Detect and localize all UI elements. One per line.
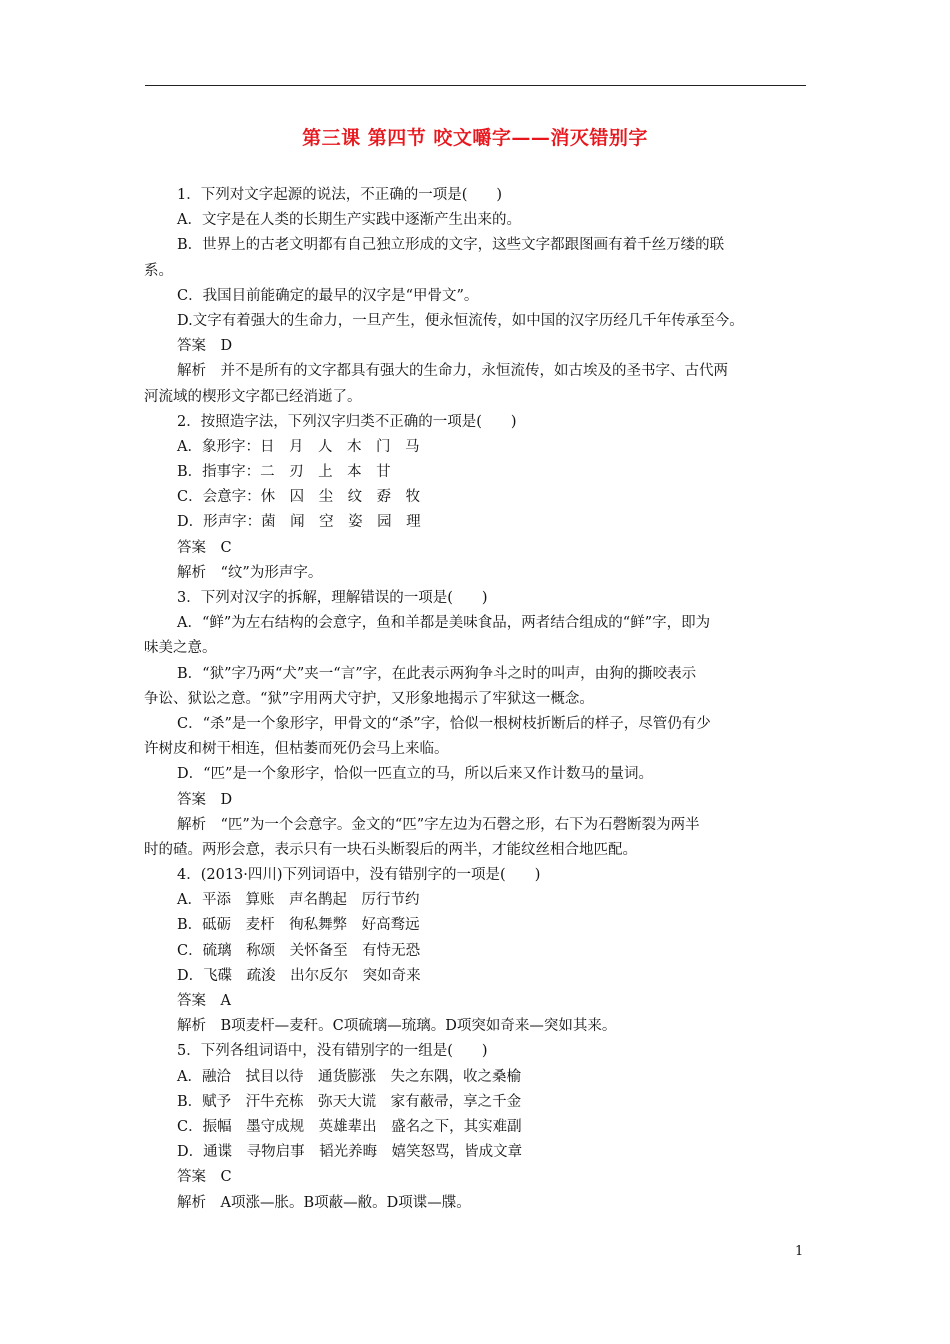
q2-option-d: D．形声字：菌 闻 空 姿 园 理 — [177, 514, 421, 531]
q2-answer: 答案 C — [177, 539, 232, 556]
q1-answer: 答案 D — [177, 338, 233, 355]
q3-stem: 3．下列对汉字的拆解，理解错误的一项是( ) — [177, 590, 488, 606]
q3-option-c-cont: 许树皮和树干相连，但枯萎而死仍会马上来临。 — [144, 741, 449, 758]
q1-option-b-cont: 系。 — [144, 262, 173, 279]
q3-answer: 答案 D — [177, 791, 233, 808]
q2-analysis: 解析 “纹”为形声字。 — [177, 564, 323, 581]
q5-answer: 答案 C — [177, 1169, 232, 1186]
q3-analysis: 解析 “匹”为一个会意字。金文的“匹”字左边为石磬之形，右下为石磬断裂为两半 — [177, 816, 700, 833]
q1-option-d: D.文字有着强大的生命力，一旦产生，便永恒流传，如中国的汉字历经几千年传承至今。 — [177, 312, 744, 329]
q2-option-a: A．象形字：日 月 人 木 门 马 — [177, 438, 420, 455]
q4-option-b: B．砥砺 麦杆 徇私舞弊 好高骛远 — [177, 917, 420, 934]
q1-analysis: 解析 并不是所有的文字都具有强大的生命力，永恒流传，如古埃及的圣书字、古代两 — [177, 363, 728, 380]
q4-option-c: C．硫璃 称颂 关怀备至 有恃无恐 — [177, 942, 421, 959]
q4-option-a: A．平添 算账 声名鹊起 厉行节约 — [177, 892, 420, 909]
q1-option-b: B．世界上的古老文明都有自己独立形成的文字，这些文字都跟图画有着千丝万缕的联 — [177, 237, 725, 254]
q5-option-d: D．通谍 寻物启事 韬光养晦 嬉笑怒骂，皆成文章 — [177, 1144, 523, 1161]
q1-option-a: A．文字是在人类的长期生产实践中逐渐产生出来的。 — [177, 212, 521, 229]
q5-stem: 5．下列各组词语中，没有错别字的一组是( ) — [177, 1043, 488, 1060]
q3-option-a-cont: 味美之意。 — [144, 640, 217, 657]
q5-option-c: C．振幅 墨守成规 英雄辈出 盛名之下，其实难副 — [177, 1118, 522, 1135]
q4-answer: 答案 A — [177, 993, 231, 1009]
q3-option-c: C．“杀”是一个象形字，甲骨文的“杀”字，恰似一根树枝折断后的样子，尽管仍有少 — [177, 715, 711, 732]
q3-option-a: A．“鲜”为左右结构的会意字，鱼和羊都是美味食品，两者结合组成的“鲜”字，即为 — [177, 615, 711, 632]
q4-stem: 4．(2013·四川)下列词语中，没有错别字的一项是( ) — [177, 867, 541, 884]
q2-option-b: B．指事字：二 刃 上 本 甘 — [177, 464, 391, 481]
page-title: 第三课 第四节 咬文嚼字——消灭错别字 — [302, 127, 648, 149]
q3-option-b-cont: 争讼、狱讼之意。“狱”字用两犬守护，又形象地揭示了牢狱这一概念。 — [144, 690, 594, 707]
q5-option-b: B．赋予 汗牛充栋 弥天大谎 家有蔽帚，享之千金 — [177, 1093, 522, 1110]
q3-analysis-cont: 时的碴。两形会意，表示只有一块石头断裂后的两半，才能纹丝相合地匹配。 — [144, 841, 637, 858]
page-number: 1 — [795, 1244, 804, 1259]
q4-analysis: 解析 B项麦杆—麦秆。C项硫璃—琉璃。D项突如奇来—突如其来。 — [177, 1018, 617, 1035]
q4-option-d: D．飞碟 疏浚 出尔反尔 突如奇来 — [177, 967, 421, 984]
q1-stem: 1．下列对文字起源的说法，不正确的一项是( ) — [177, 187, 503, 203]
q1-option-c: C．我国目前能确定的最早的汉字是“甲骨文”。 — [177, 287, 479, 304]
q2-stem: 2．按照造字法，下列汉字归类不正确的一项是( ) — [177, 413, 517, 430]
q5-option-a: A．融洽 拭目以待 通货膨涨 失之东隅，收之桑榆 — [177, 1068, 521, 1085]
q3-option-d: D．“匹”是一个象形字，恰似一匹直立的马，所以后来又作计数马的量词。 — [177, 766, 653, 783]
document-body — [144, 183, 806, 1216]
q1-analysis-cont: 河流域的楔形文字都已经消逝了。 — [144, 388, 362, 405]
q3-option-b: B．“狱”字乃两“犬”夹一“言”字，在此表示两狗争斗之时的叫声，由狗的撕咬表示 — [177, 665, 697, 682]
q5-analysis: 解析 A项涨—胀。B项蔽—敝。D项谍—牒。 — [177, 1194, 471, 1211]
q2-option-c: C．会意字：休 囚 尘 纹 孬 牧 — [177, 489, 421, 506]
header-rule — [145, 85, 806, 86]
